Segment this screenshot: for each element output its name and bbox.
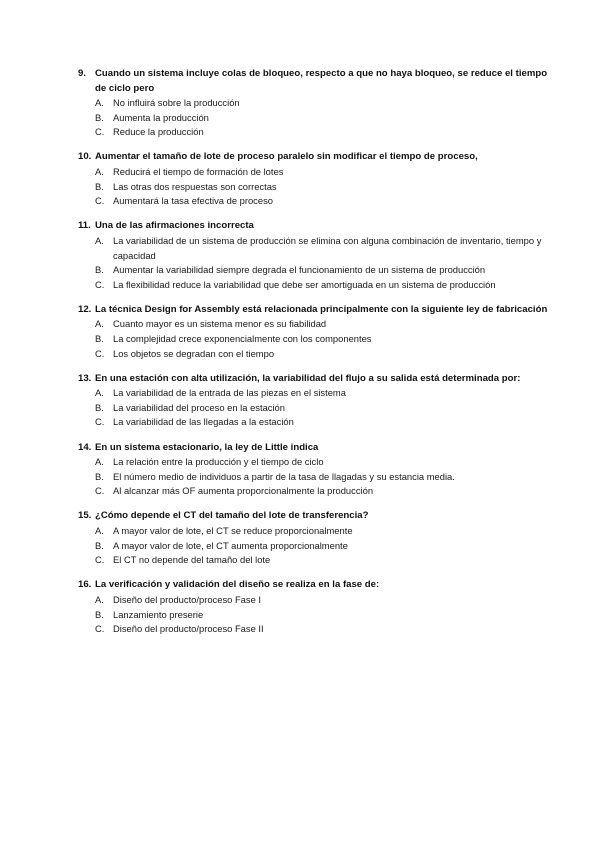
- option-text: La flexibilidad reduce la variabilidad que debe ser amortiguada en un sistema de producción: [113, 278, 496, 290]
- question-number: 16.: [78, 579, 92, 591]
- option-text: Diseño del producto/proceso Fase II: [113, 623, 264, 635]
- answer-options: [78, 524, 560, 568]
- question-text: Aumentar el tamaño de lote de proceso paralelo sin modificar el tiempo de proceso,: [95, 151, 478, 163]
- question-16: [78, 578, 560, 636]
- option-letter: A.: [95, 593, 104, 605]
- option-letter: A.: [95, 166, 104, 178]
- option-letter: A.: [95, 318, 104, 330]
- option-text: La variabilidad del proceso en la estación: [113, 401, 285, 413]
- option-text: La variabilidad de las llegadas a la estación: [113, 416, 294, 428]
- question-text: La verificación y validación del diseño se realiza en la fase de:: [95, 579, 380, 591]
- question-heading: [78, 509, 560, 524]
- option-a: [95, 165, 560, 180]
- option-letter: B.: [95, 180, 104, 192]
- option-text: Aumenta la producción: [113, 111, 209, 123]
- option-c: [95, 415, 560, 430]
- option-letter: A.: [95, 97, 104, 109]
- option-c: [95, 347, 560, 362]
- question-text: En un sistema estacionario, la ley de Little indica: [95, 441, 319, 453]
- answer-options: [78, 96, 560, 140]
- option-a: [95, 455, 560, 470]
- option-letter: A.: [95, 387, 104, 399]
- question-text: ¿Cómo depende el CT del tamaño del lote de transferencia?: [95, 510, 369, 522]
- option-text: Las otras dos respuestas son correctas: [113, 180, 277, 192]
- question-text: En una estación con alta utilización, la variabilidad del flujo a su salida está determinada por:: [95, 372, 521, 384]
- question-number: 9.: [78, 68, 87, 79]
- option-text: Al alcanzar más OF aumenta proporcionalmente la producción: [113, 485, 374, 497]
- option-letter: C.: [95, 554, 105, 566]
- option-b: [95, 332, 560, 347]
- question-10: [78, 150, 560, 208]
- answer-options: [78, 165, 560, 209]
- option-c: [95, 125, 560, 140]
- question-9: [78, 67, 560, 140]
- question-number: 15.: [78, 510, 92, 522]
- option-text: La complejidad crece exponencialmente con los componentes: [113, 333, 372, 344]
- option-text: Aumentar la variabilidad siempre degrada el funcionamiento de un sistema de producción: [113, 264, 486, 276]
- question-14: [78, 441, 560, 499]
- option-a: [95, 593, 560, 608]
- answer-options: [78, 386, 560, 430]
- option-letter: B.: [95, 608, 104, 620]
- option-text: A mayor valor de lote, el CT aumenta proporcionalmente: [113, 539, 348, 551]
- option-a: [95, 524, 560, 539]
- option-c: [95, 553, 560, 568]
- question-11: [78, 219, 560, 292]
- option-b: [95, 263, 560, 278]
- option-letter: C.: [95, 278, 105, 290]
- option-text: El CT no depende del tamaño del lote: [113, 554, 271, 566]
- question-number: 13.: [78, 372, 92, 384]
- option-c: [95, 622, 560, 637]
- question-text: Una de las afirmaciones incorrecta: [95, 220, 254, 232]
- question-text: La técnica Design for Assembly está relacionada principalmente con la siguiente ley de fabricación: [95, 303, 548, 315]
- option-a: [95, 317, 560, 332]
- question-heading: [78, 441, 560, 456]
- option-text: Aumentará la tasa efectiva de proceso: [113, 195, 273, 207]
- question-number: 11.: [78, 220, 91, 232]
- option-letter: B.: [95, 470, 104, 482]
- option-text: La variabilidad de la entrada de las piezas en el sistema: [113, 387, 346, 399]
- option-letter: C.: [95, 485, 105, 497]
- answer-options: [78, 234, 560, 292]
- option-text: Lanzamiento preserie: [113, 608, 204, 620]
- question-heading: [78, 372, 560, 387]
- question-heading: [78, 67, 560, 96]
- option-letter: B.: [95, 539, 104, 551]
- option-a: [95, 386, 560, 401]
- option-text: Los objetos se degradan con el tiempo: [113, 347, 275, 359]
- question-15: [78, 509, 560, 567]
- option-text: A mayor valor de lote, el CT se reduce proporcionalmente: [113, 525, 353, 537]
- option-text: Diseño del producto/proceso Fase I: [113, 593, 261, 605]
- question-number: 12.: [78, 303, 92, 315]
- option-letter: A.: [95, 234, 104, 246]
- option-c: [95, 484, 560, 499]
- option-text: Reducirá el tiempo de formación de lotes: [113, 166, 284, 178]
- option-b: [95, 180, 560, 195]
- option-letter: B.: [95, 333, 104, 344]
- option-b: [95, 401, 560, 416]
- question-heading: [78, 150, 560, 165]
- option-text: La variabilidad de un sistema de producción se elimina con alguna combinación de inventario, tiempo y capacidad: [113, 234, 542, 261]
- question-number: 10.: [78, 151, 92, 163]
- answer-options: [78, 317, 560, 361]
- question-heading: [78, 578, 560, 593]
- option-c: [95, 278, 560, 293]
- option-letter: A.: [95, 525, 104, 537]
- answer-options: [78, 593, 560, 637]
- question-text: Cuando un sistema incluye colas de bloqueo, respecto a que no haya bloqueo, se reduce el tiempo de ciclo pero: [95, 68, 548, 94]
- option-text: Reduce la producción: [113, 126, 204, 138]
- option-letter: C.: [95, 623, 105, 635]
- option-b: [95, 608, 560, 623]
- answer-options: [78, 455, 560, 499]
- question-number: 14.: [78, 441, 92, 453]
- option-text: La relación entre la producción y el tiempo de ciclo: [113, 456, 324, 468]
- option-text: El número medio de individuos a partir de la tasa de llagadas y su estancia media.: [113, 470, 455, 482]
- option-letter: C.: [95, 126, 105, 138]
- option-a: [95, 234, 560, 263]
- option-a: [95, 96, 560, 111]
- option-text: Cuanto mayor es un sistema menor es su fiabilidad: [113, 318, 327, 330]
- option-text: No influirá sobre la producción: [113, 97, 240, 109]
- option-letter: B.: [95, 111, 104, 123]
- option-letter: C.: [95, 347, 105, 359]
- option-c: [95, 194, 560, 209]
- option-b: [95, 539, 560, 554]
- question-12: [78, 303, 560, 361]
- option-letter: A.: [95, 456, 104, 468]
- option-b: [95, 470, 560, 485]
- question-13: [78, 372, 560, 430]
- option-letter: C.: [95, 416, 105, 428]
- option-letter: C.: [95, 195, 105, 207]
- option-letter: B.: [95, 401, 104, 413]
- option-b: [95, 111, 560, 126]
- question-heading: [78, 303, 560, 318]
- question-heading: [78, 219, 560, 234]
- option-letter: B.: [95, 264, 104, 276]
